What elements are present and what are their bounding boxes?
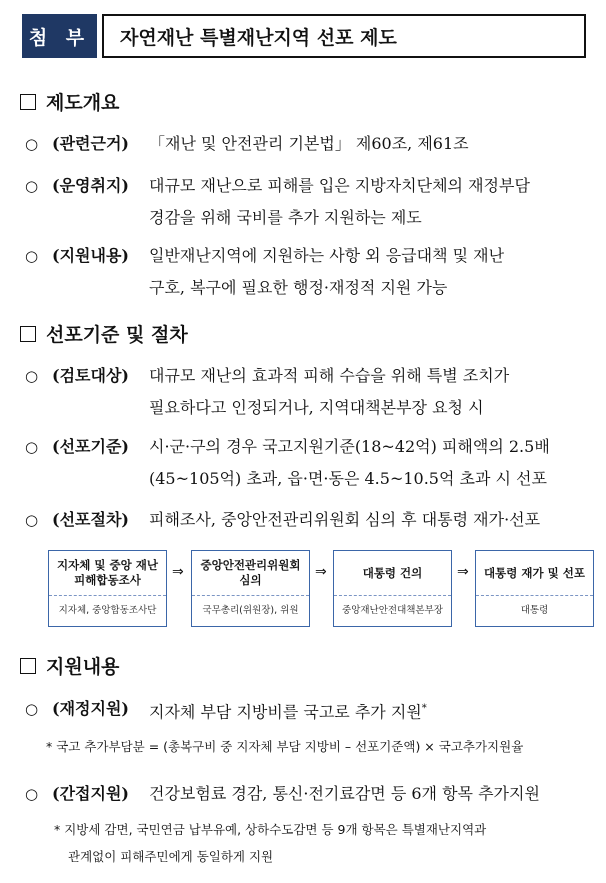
- right-arrow-icon: ⇒: [172, 564, 184, 580]
- circle-bullet-icon: ○: [25, 367, 39, 385]
- item-text-body: 지자체 부담 지방비를 국고로 추가 지원: [149, 702, 422, 722]
- item-text-line2: 경감을 위해 국비를 추가 지원하는 제도: [149, 208, 422, 227]
- item-text: 피해조사, 중앙안전관리위원회 심의 후 대통령 재가·선포: [149, 510, 541, 529]
- item-tag: (선포절차): [52, 510, 129, 529]
- item-tag: (검토대상): [52, 366, 129, 385]
- flow-step-title: 중앙안전관리위원회 심의: [192, 551, 309, 596]
- item-text-line1: 시·군·구의 경우 국고지원기준(18~42억) 피해액의 2.5배: [149, 437, 550, 456]
- item-text-line1: 대규모 재난의 효과적 피해 수습을 위해 특별 조치가: [149, 366, 510, 385]
- item-text-line1: 일반재난지역에 지원하는 사항 외 응급대책 및 재난: [149, 246, 505, 265]
- square-bullet-icon: [20, 326, 36, 342]
- flow-step-declaration: [475, 550, 594, 627]
- footnote-exemptions-line1: * 지방세 감면, 국민연금 납부유예, 상하수도감면 등 9개 항목은 특별재난지역과: [54, 822, 487, 837]
- section-title: 지원내용: [46, 656, 120, 678]
- right-arrow-icon: ⇒: [457, 564, 469, 580]
- section-heading-criteria: [20, 320, 188, 347]
- circle-bullet-icon: ○: [25, 438, 39, 456]
- section-title: 선포기준 및 절차: [46, 324, 188, 346]
- right-arrow-icon: ⇒: [315, 564, 327, 580]
- flow-step-title: 지자체 및 중앙 재난피해합동조사: [49, 551, 166, 596]
- item-tag: (운영취지): [52, 176, 129, 195]
- item-text-line2: (45~105억) 초과, 읍·면·동은 4.5~10.5억 초과 시 선포: [149, 469, 547, 488]
- flow-step-committee: [191, 550, 310, 627]
- item-text-line2: 필요하다고 인정되거나, 지역대책본부장 요청 시: [149, 398, 484, 417]
- footnote-mark: *: [421, 703, 427, 714]
- circle-bullet-icon: ○: [25, 135, 39, 153]
- item-tag: (지원내용): [52, 246, 129, 265]
- flow-step-proposal: [333, 550, 452, 627]
- square-bullet-icon: [20, 94, 36, 110]
- item-text: 「재난 및 안전관리 기본법」 제60조, 제61조: [149, 134, 469, 153]
- section-title: 제도개요: [46, 92, 120, 114]
- item-text: [149, 693, 427, 728]
- circle-bullet-icon: ○: [25, 511, 39, 529]
- item-tag: (간접지원): [52, 784, 129, 803]
- attachment-label: 첨 부: [22, 14, 97, 58]
- flow-step-title: 대통령 건의: [334, 551, 451, 596]
- item-tag: (선포기준): [52, 437, 129, 456]
- footnote-exemptions-line2: 관계없이 피해주민에게 동일하게 지원: [68, 849, 274, 864]
- section-heading-overview: [20, 88, 119, 115]
- item-text-line2: 구호, 복구에 필요한 행정·재정적 지원 가능: [149, 278, 448, 297]
- circle-bullet-icon: ○: [25, 247, 39, 265]
- item-text: 건강보험료 경감, 통신·전기료감면 등 6개 항목 추가지원: [149, 784, 540, 803]
- circle-bullet-icon: ○: [25, 700, 39, 718]
- circle-bullet-icon: ○: [25, 785, 39, 803]
- flow-step-actor: 국무총리(위원장), 위원: [202, 605, 299, 616]
- flow-step-actor: 중앙재난안전대책본부장: [342, 605, 443, 616]
- section-heading-support: [20, 652, 119, 679]
- procedure-flow: [48, 550, 595, 627]
- item-tag: (관련근거): [52, 134, 129, 153]
- square-bullet-icon: [20, 658, 36, 674]
- footnote-formula: * 국고 추가부담분 = (총복구비 중 지자체 부담 지방비 – 선포기준액) × 국고추가지원율: [46, 739, 524, 754]
- flow-step-actor: 대통령: [520, 605, 549, 616]
- flow-step-actor: 지자체, 중앙합동조사단: [58, 605, 157, 616]
- document-title: 자연재난 특별재난지역 선포 제도: [102, 14, 586, 58]
- flow-step-title: 대통령 재가 및 선포: [476, 551, 593, 596]
- item-text-line1: 대규모 재난으로 피해를 입은 지방자치단체의 재정부담: [149, 176, 530, 195]
- flow-step-joint-survey: [48, 550, 167, 627]
- item-tag: (재정지원): [52, 699, 129, 718]
- circle-bullet-icon: ○: [25, 177, 39, 195]
- document-header: [22, 14, 586, 58]
